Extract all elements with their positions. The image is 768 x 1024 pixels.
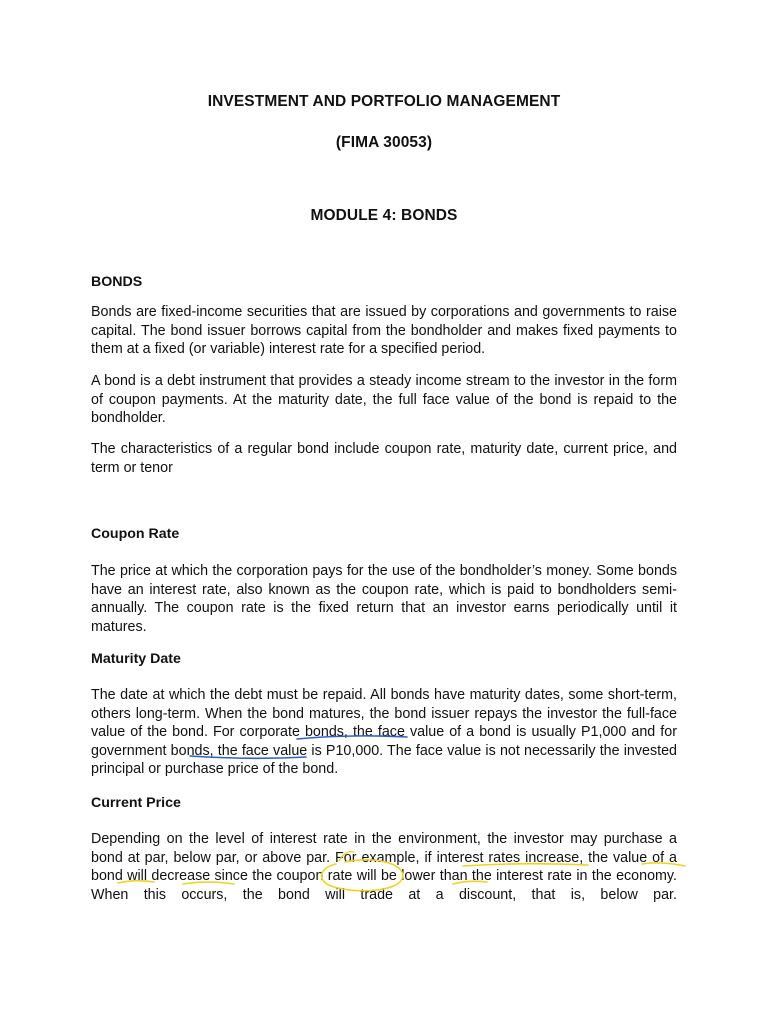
section-heading-maturity-date: Maturity Date bbox=[91, 651, 181, 667]
bonds-paragraph-1: Bonds are fixed-income securities that are issued by corporations and governments to raise capital. The bond issuer borrows capital from the bondholder and makes fixed payments to them at a fixed (or variable) interest rate for a specified period. bbox=[91, 304, 677, 358]
course-code: (FIMA 30053) bbox=[335, 134, 433, 151]
current-price-paragraph: Depending on the level of interest rate in the environment, the investor may purchase a bond at par, below par, or above par. For example, if interest rates increase, the value of a bond will decrease since the coupon rate will be lower than the interest rate in the economy. When this occurs, the bond will trade at a discount, that is, below par. bbox=[91, 831, 677, 903]
section-heading-current-price: Current Price bbox=[91, 795, 181, 811]
maturity-date-paragraph: The date at which the debt must be repaid. All bonds have maturity dates, some short-term, others long-term. When the bond matures, the bond issuer repays the investor the full-face value of the bond. For corporate bonds, the face value of a bond is usually P1,000 and for government bonds, the face value is P10,000. The face value is not necessarily the invested principal or purchase price of the bond. bbox=[91, 687, 677, 778]
bonds-paragraph-3: The characteristics of a regular bond include coupon rate, maturity date, current price, and term or tenor bbox=[91, 441, 677, 476]
section-heading-coupon-rate: Coupon Rate bbox=[91, 526, 180, 542]
bonds-paragraph-2: A bond is a debt instrument that provides a steady income stream to the investor in the form of coupon payments. At the maturity date, the full face value of the bond is repaid to the bondholder. bbox=[91, 373, 677, 427]
section-heading-bonds: BONDS bbox=[91, 274, 143, 290]
coupon-rate-paragraph: The price at which the corporation pays for the use of the bondholder’s money. Some bonds have an interest rate, also known as the coupon rate, which is paid to bondholders semi-annually. The coupon rate is the fixed return that an investor earns periodically until it matures. bbox=[91, 563, 677, 635]
course-title: INVESTMENT AND PORTFOLIO MANAGEMENT bbox=[207, 93, 561, 110]
module-title: MODULE 4: BONDS bbox=[310, 207, 458, 224]
